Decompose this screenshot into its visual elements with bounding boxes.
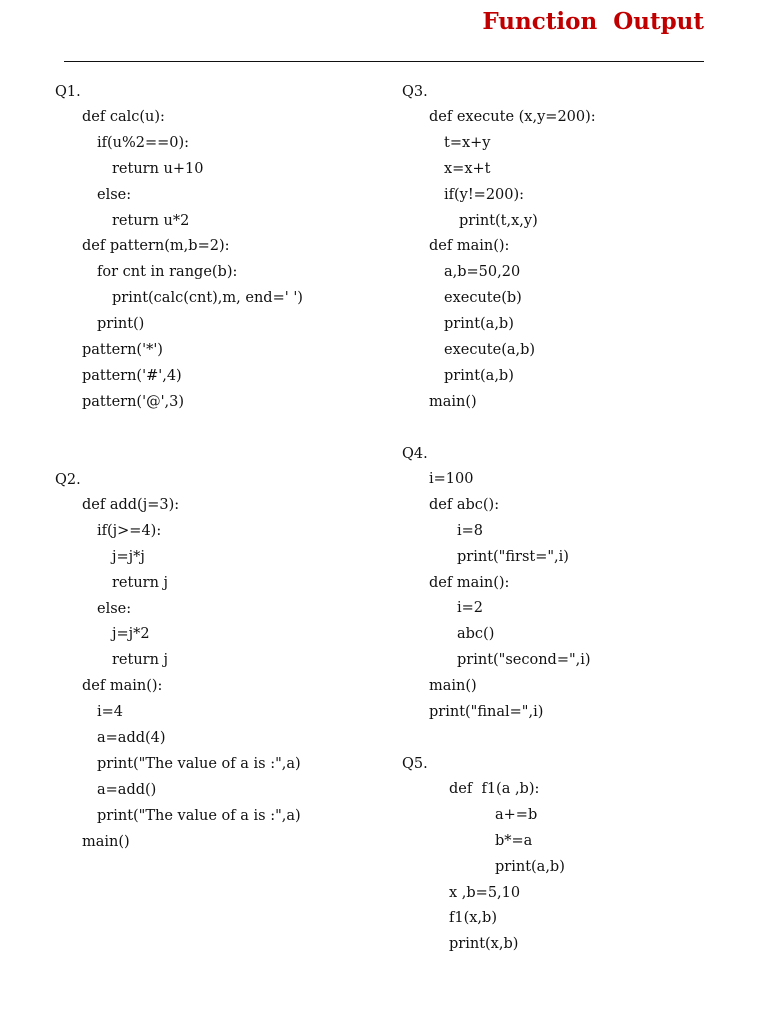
- code-line: a=add(): [97, 781, 157, 798]
- code-line: execute(b): [444, 290, 522, 307]
- code-line: i=100: [429, 471, 474, 487]
- code-line: i=2: [457, 600, 484, 617]
- question-q3: [402, 79, 596, 416]
- code-line: print(x,b): [449, 936, 519, 953]
- question-q4: [402, 441, 591, 726]
- code-line: t=x+y: [444, 134, 491, 151]
- question-label: Q1.: [55, 84, 81, 100]
- code-line: a=add(4): [97, 730, 166, 747]
- code-line: def abc():: [429, 496, 500, 513]
- code-line: def calc(u):: [82, 109, 165, 125]
- page-title: Function Output: [482, 8, 704, 35]
- code-line: x=x+t: [444, 160, 491, 177]
- code-line: i=4: [97, 704, 124, 721]
- code-line: print("final=",i): [429, 704, 544, 721]
- code-line: i=8: [457, 522, 484, 539]
- question-q5: [402, 751, 565, 958]
- question-label: Q2.: [55, 472, 81, 488]
- code-line: a+=b: [495, 806, 538, 823]
- code-line: print("The value of a is :",a): [97, 807, 301, 824]
- code-line: a,b=50,20: [444, 264, 521, 281]
- question-q2: [55, 467, 301, 855]
- code-line: x ,b=5,10: [449, 884, 521, 901]
- code-line: print(a,b): [495, 858, 565, 875]
- code-line: else:: [97, 600, 132, 617]
- code-line: else:: [97, 186, 132, 203]
- code-line: def main():: [82, 678, 163, 695]
- code-line: def add(j=3):: [82, 497, 180, 513]
- code-line: def main():: [429, 574, 510, 591]
- question-label: Q5.: [402, 756, 428, 772]
- code-line: pattern('@',3): [82, 393, 185, 410]
- code-line: return u+10: [112, 160, 204, 177]
- code-line: abc(): [457, 626, 495, 643]
- code-line: print(a,b): [444, 367, 514, 384]
- code-line: for cnt in range(b):: [97, 264, 238, 281]
- code-line: def pattern(m,b=2):: [82, 238, 230, 255]
- code-line: print(a,b): [444, 316, 514, 333]
- code-line: print("The value of a is :",a): [97, 755, 301, 772]
- code-line: print(calc(cnt),m, end=' '): [112, 290, 303, 307]
- code-line: if(j>=4):: [97, 522, 162, 539]
- code-line: print("first=",i): [457, 548, 569, 565]
- code-line: if(u%2==0):: [97, 134, 190, 151]
- code-line: execute(a,b): [444, 342, 536, 359]
- code-line: f1(x,b): [449, 910, 497, 927]
- code-line: pattern('#',4): [82, 367, 182, 384]
- code-line: def main():: [429, 238, 510, 255]
- code-line: def f1(a ,b):: [449, 781, 540, 797]
- code-line: print(t,x,y): [459, 212, 538, 229]
- title-underline: [64, 61, 704, 62]
- code-line: return j: [112, 574, 169, 591]
- code-line: main(): [429, 678, 477, 695]
- code-line: def execute (x,y=200):: [429, 109, 596, 125]
- code-line: main(): [82, 833, 130, 850]
- question-q1: [55, 79, 303, 416]
- code-line: main(): [429, 393, 477, 410]
- code-line: b*=a: [495, 832, 533, 849]
- question-label: Q3.: [402, 84, 428, 100]
- code-line: return u*2: [112, 212, 190, 229]
- code-line: if(y!=200):: [444, 186, 525, 203]
- code-line: j=j*j: [112, 548, 145, 565]
- code-line: j=j*2: [112, 626, 150, 643]
- question-label: Q4.: [402, 446, 428, 462]
- code-line: return j: [112, 652, 169, 669]
- code-line: pattern('*'): [82, 342, 163, 359]
- code-line: print(): [97, 316, 145, 333]
- code-line: print("second=",i): [457, 652, 591, 669]
